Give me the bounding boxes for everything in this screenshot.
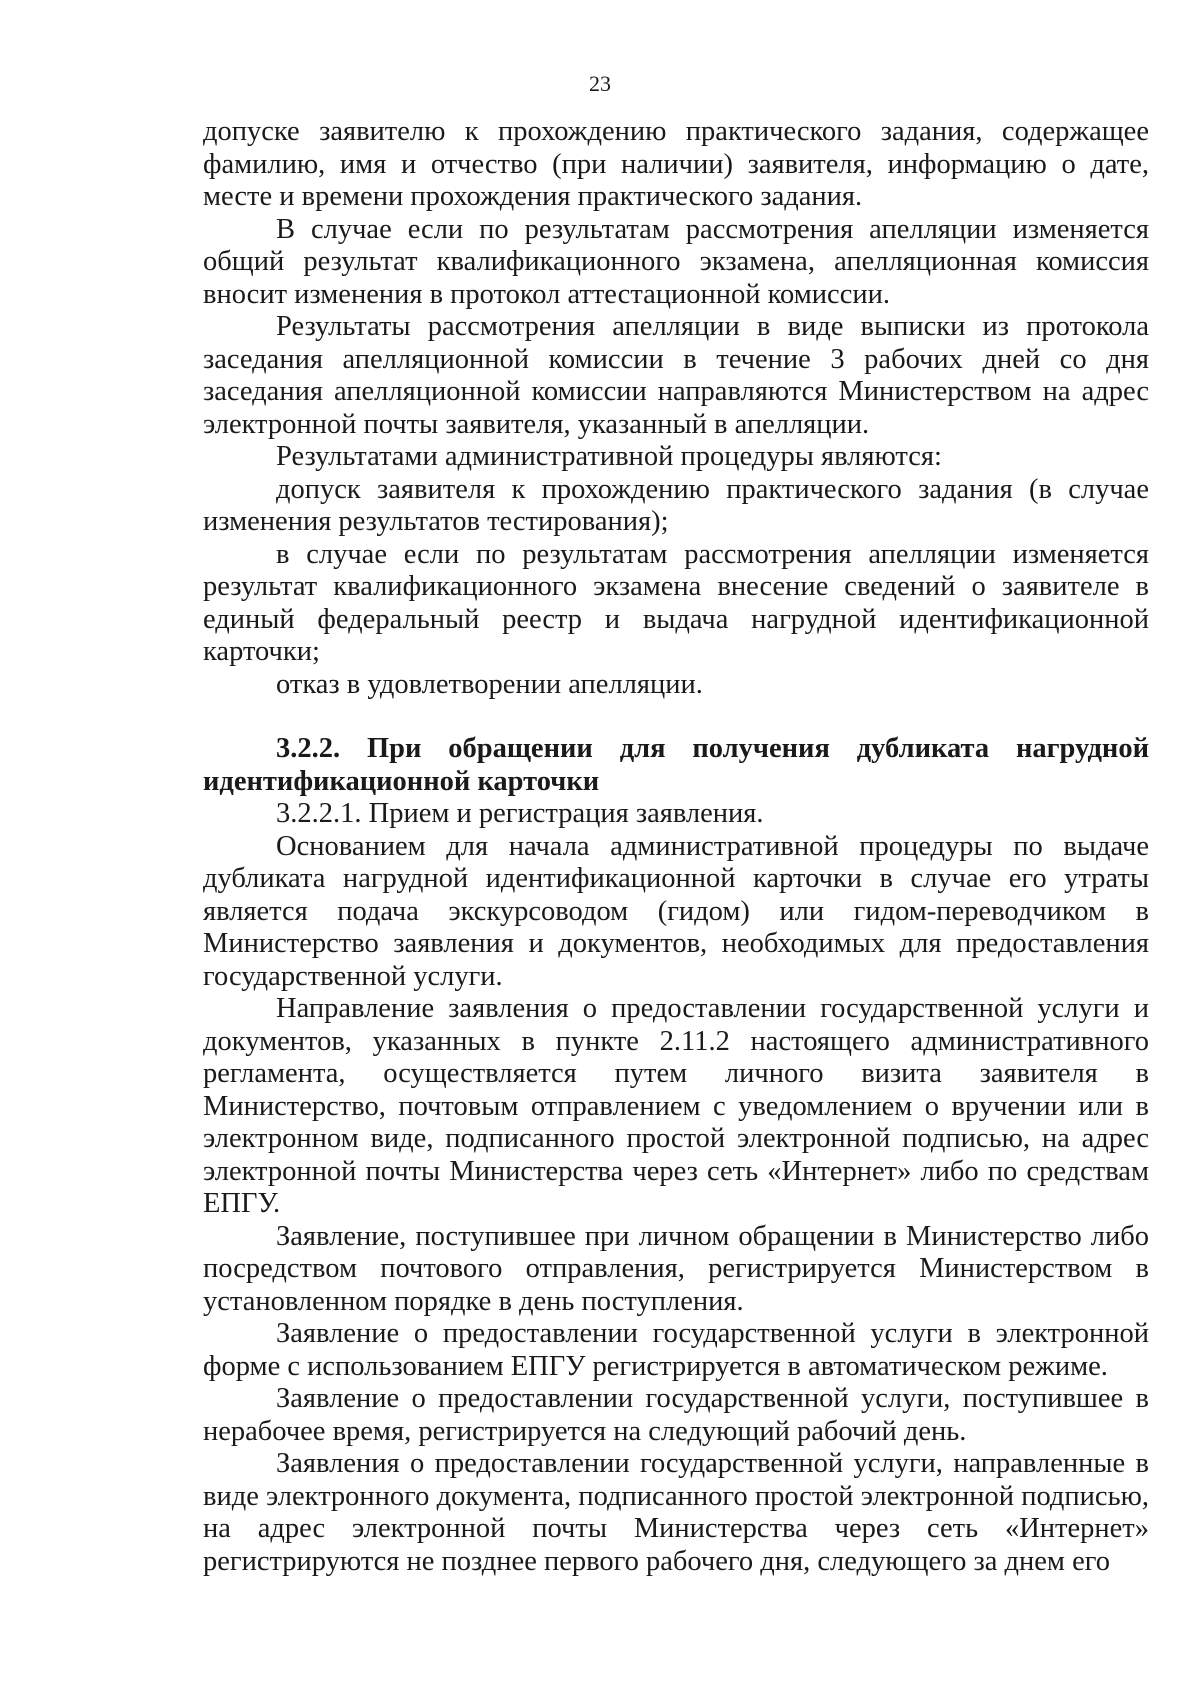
paragraph: допуск заявителя к прохождению практического задания (в случае изменения результатов тестирования); [203,473,1149,537]
paragraph: Результаты рассмотрения апелляции в виде выписки из протокола заседания апелляционной комиссии в течение 3 рабочих дней со дня заседания апелляционной комиссии направляются Министерством на адрес электронной почты заявителя, указанный в апелляции. [203,311,1149,440]
paragraph: в случае если по результатам рассмотрения апелляции изменяется результат квалификационного экзамена внесение сведений о заявителе в единый федеральный реестр и выдача нагрудной идентификационной карточки; [203,538,1149,667]
paragraph: Основанием для начала административной процедуры по выдаче дубликата нагрудной идентификационной карточки в случае его утраты является подача экскурсоводом (гидом) или гидом-переводчиком в Министерство заявления и документов, необходимых для предоставления государственной услуги. [203,830,1149,992]
paragraph: Результатами административной процедуры являются: [276,441,942,472]
section-heading: 3.2.2. При обращении для получения дубликата нагрудной идентификационной карточки [203,733,1149,797]
paragraph: Заявление о предоставлении государственной услуги, поступившее в нерабочее время, регистрируется на следующий рабочий день. [203,1383,1149,1447]
paragraph: Направление заявления о предоставлении государственной услуги и документов, указанных в пункте 2.11.2 настоящего административного регламента, осуществляется путем личного визита заявителя в Министерство, почтовым отправлением с уведомлением о вручении или в электронном виде, подписанного простой электронной подписью, на адрес электронной почты Министерства через сеть «Интернет» либо по средствам ЕПГУ. [203,993,1149,1219]
paragraph: допуске заявителю к прохождению практического задания, содержащее фамилию, имя и отчество (при наличии) заявителя, информацию о дате, месте и времени прохождения практического задания. [203,116,1149,212]
paragraph: отказ в удовлетворении апелляции. [276,668,703,700]
paragraph: Заявления о предоставлении государственной услуги, направленные в виде электронного документа, подписанного простой электронной подписью, на адрес электронной почты Министерства через сеть «Интернет» регистрируются не позднее первого рабочего дня, следующего за днем его [203,1448,1149,1577]
paragraph: 3.2.2.1. Прием и регистрация заявления. [276,798,764,829]
document-body [203,116,1149,1578]
paragraph: В случае если по результатам рассмотрения апелляции изменяется общий результат квалификационного экзамена, апелляционная комиссия вносит изменения в протокол аттестационной комиссии. [203,213,1149,310]
paragraph: Заявление о предоставлении государственной услуги в электронной форме с использованием ЕПГУ регистрируется в автоматическом режиме. [203,1318,1149,1382]
blank-line [203,701,1149,733]
paragraph: Заявление, поступившее при личном обращении в Министерство либо посредством почтового отправления, регистрируется Министерством в установленном порядке в день поступления. [203,1220,1149,1317]
page-number: 23 [589,71,611,96]
